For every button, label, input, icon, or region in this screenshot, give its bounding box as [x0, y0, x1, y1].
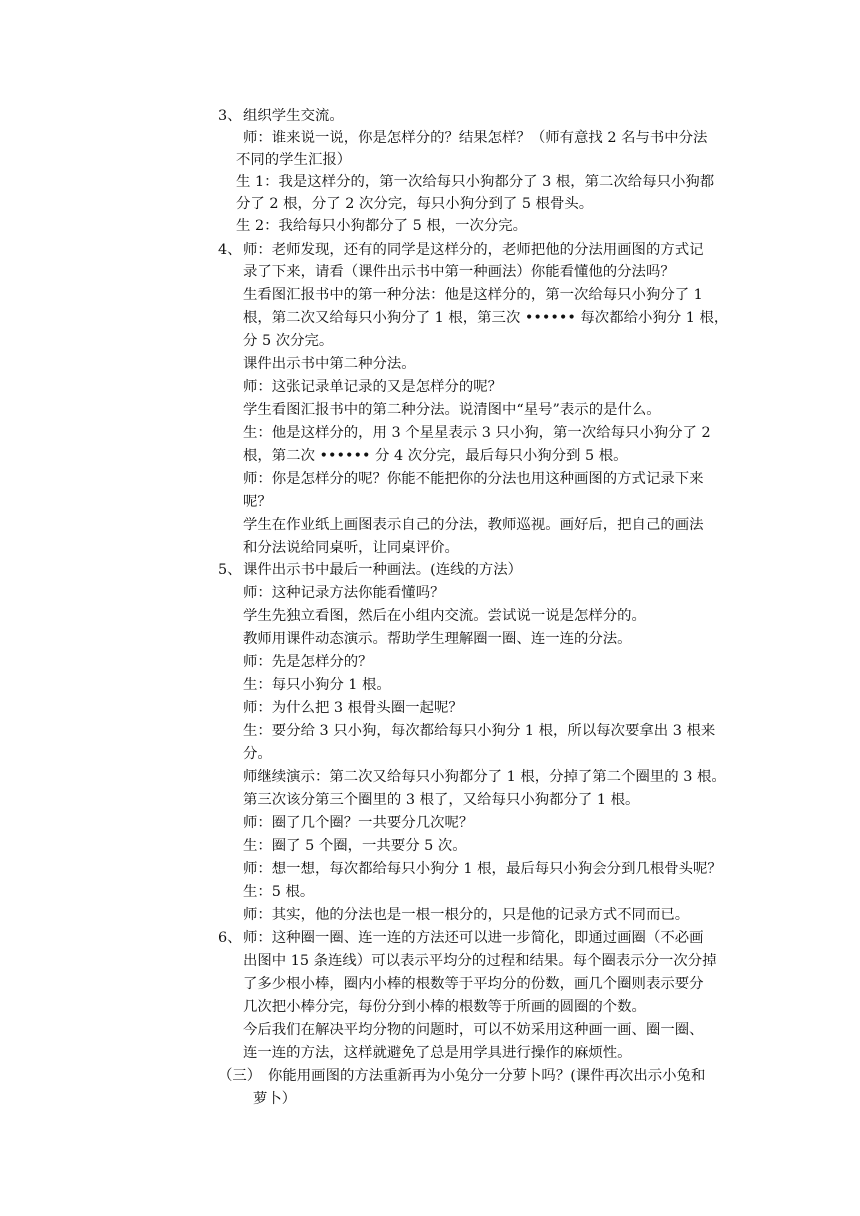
- section-san-line-1: 你能用画图的方法重新再为小兔分一分萝卜吗？(课件再次出示小兔和: [268, 1068, 706, 1084]
- section-6-line-4: 几次把小棒分完，每份分到小棒的根数等于所画的圆圈的个数。: [243, 999, 646, 1015]
- section-6-line-5: 今后我们在解决平均分物的问题时，可以不妨采用这种画一画、圈一圈、: [243, 1022, 704, 1038]
- section-san-number: （三）: [218, 1068, 262, 1084]
- section-5-line-10: 师继续演示：第二次又给每只小狗都分了 1 根，分掉了第二个圈里的 3 根。: [243, 769, 726, 785]
- section-5-line-3: 学生先独立看图，然后在小组内交流。尝试说一说是怎样分的。: [243, 608, 646, 624]
- section-3-line-1: 组织学生交流。: [243, 108, 344, 124]
- section-4-line-1: 师：老师发现，还有的同学是这样分的，老师把他的分法用画图的方式记: [243, 242, 704, 258]
- section-5-number: 5、: [218, 562, 242, 578]
- section-5-line-13: 生：圈了 5 个圈，一共要分 5 次。: [243, 838, 467, 854]
- section-6-number: 6、: [218, 930, 242, 946]
- section-4-line-2: 录了下来，请看（课件出示书中第一种画法）你能看懂他的分法吗？: [243, 264, 675, 280]
- section-5-line-4: 教师用课件动态演示。帮助学生理解圈一圈、连一连的分法。: [243, 631, 632, 647]
- section-4-line-5: 分 5 次分完。: [243, 333, 334, 349]
- section-3-line-2: 师：谁来说一说，你是怎样分的？结果怎样？（师有意找 2 名与书中分法: [243, 130, 708, 146]
- section-4-number: 4、: [218, 242, 242, 258]
- section-3-line-4: 生 1：我是这样分的，第一次给每只小狗都分了 3 根，第二次给每只小狗都: [236, 174, 715, 190]
- section-5-line-8: 生：要分给 3 只小狗，每次都给每只小狗分 1 根，所以每次要拿出 3 根来: [243, 723, 716, 739]
- section-4-line-10: 根，第二次 •••••• 分 4 次分完，最后每只小狗分到 5 根。: [243, 448, 628, 464]
- section-5-line-15: 生：5 根。: [243, 884, 315, 900]
- section-san-line-2: 萝卜）: [253, 1091, 297, 1107]
- section-4-line-8: 学生看图汇报书中的第二种分法。说清图中“星号”表示的是什么。: [243, 402, 661, 418]
- section-6-line-1: 师：这种圈一圈、连一连的方法还可以进一步简化，即通过画圈（不必画: [243, 930, 704, 946]
- section-4-line-6: 课件出示书中第二种分法。: [243, 356, 416, 372]
- section-4-line-12: 呢？: [243, 494, 272, 510]
- section-5-line-2: 师：这种记录方法你能看懂吗？: [243, 585, 445, 601]
- section-4-line-11: 师：你是怎样分的呢？你能不能把你的分法也用这种画图的方式记录下来: [243, 471, 704, 487]
- section-4-line-13: 学生在作业纸上画图表示自己的分法，教师巡视。画好后，把自己的画法: [243, 517, 704, 533]
- section-5-line-7: 师：为什么把 3 根骨头圈一起呢？: [243, 700, 463, 716]
- section-3-number: 3、: [218, 108, 242, 124]
- section-4-line-4: 根，第二次又给每只小狗分了 1 根，第三次 •••••• 每次都给小狗分 1 根，: [243, 310, 729, 326]
- section-5-line-14: 师：想一想，每次都给每只小狗分 1 根，最后每只小狗会分到几根骨头呢？: [243, 861, 722, 877]
- section-5-line-16: 师：其实，他的分法也是一根一根分的，只是他的记录方式不同而已。: [243, 907, 690, 923]
- section-6-line-3: 了多少根小棒，圈内小棒的根数等于平均分的份数，画几个圈则表示要分: [243, 976, 704, 992]
- section-3-line-5: 分了 2 根，分了 2 次分完，每只小狗分到了 5 根骨头。: [236, 196, 594, 212]
- section-3-line-3: 不同的学生汇报）: [236, 152, 352, 168]
- section-5-line-1: 课件出示书中最后一种画法。(连线的方法）: [243, 562, 523, 578]
- section-6-line-6: 连一连的方法，这样就避免了总是用学具进行操作的麻烦性。: [243, 1045, 632, 1061]
- section-4-line-3: 生看图汇报书中的第一种分法：他是这样分的，第一次给每只小狗分了 1: [243, 287, 703, 303]
- section-6-line-2: 出图中 15 条连线）可以表示平均分的过程和结果。每个圈表示分一次分掉: [243, 953, 717, 969]
- section-5-line-11: 第三次该分第三个圈里的 3 根了，又给每只小狗都分了 1 根。: [243, 792, 640, 808]
- section-5-line-9: 分。: [243, 746, 272, 762]
- section-4-line-14: 和分法说给同桌听，让同桌评价。: [243, 540, 459, 556]
- section-4-line-9: 生：他是这样分的，用 3 个星星表示 3 只小狗，第一次给每只小狗分了 2: [243, 425, 711, 441]
- section-5-line-12: 师：圈了几个圈？一共要分几次呢？: [243, 815, 474, 831]
- section-4-line-7: 师：这张记录单记录的又是怎样分的呢？: [243, 379, 503, 395]
- section-3-line-6: 生 2：我给每只小狗都分了 5 根，一次分完。: [236, 218, 528, 234]
- section-5-line-5: 师：先是怎样分的？: [243, 654, 373, 670]
- section-5-line-6: 生：每只小狗分 1 根。: [243, 677, 391, 693]
